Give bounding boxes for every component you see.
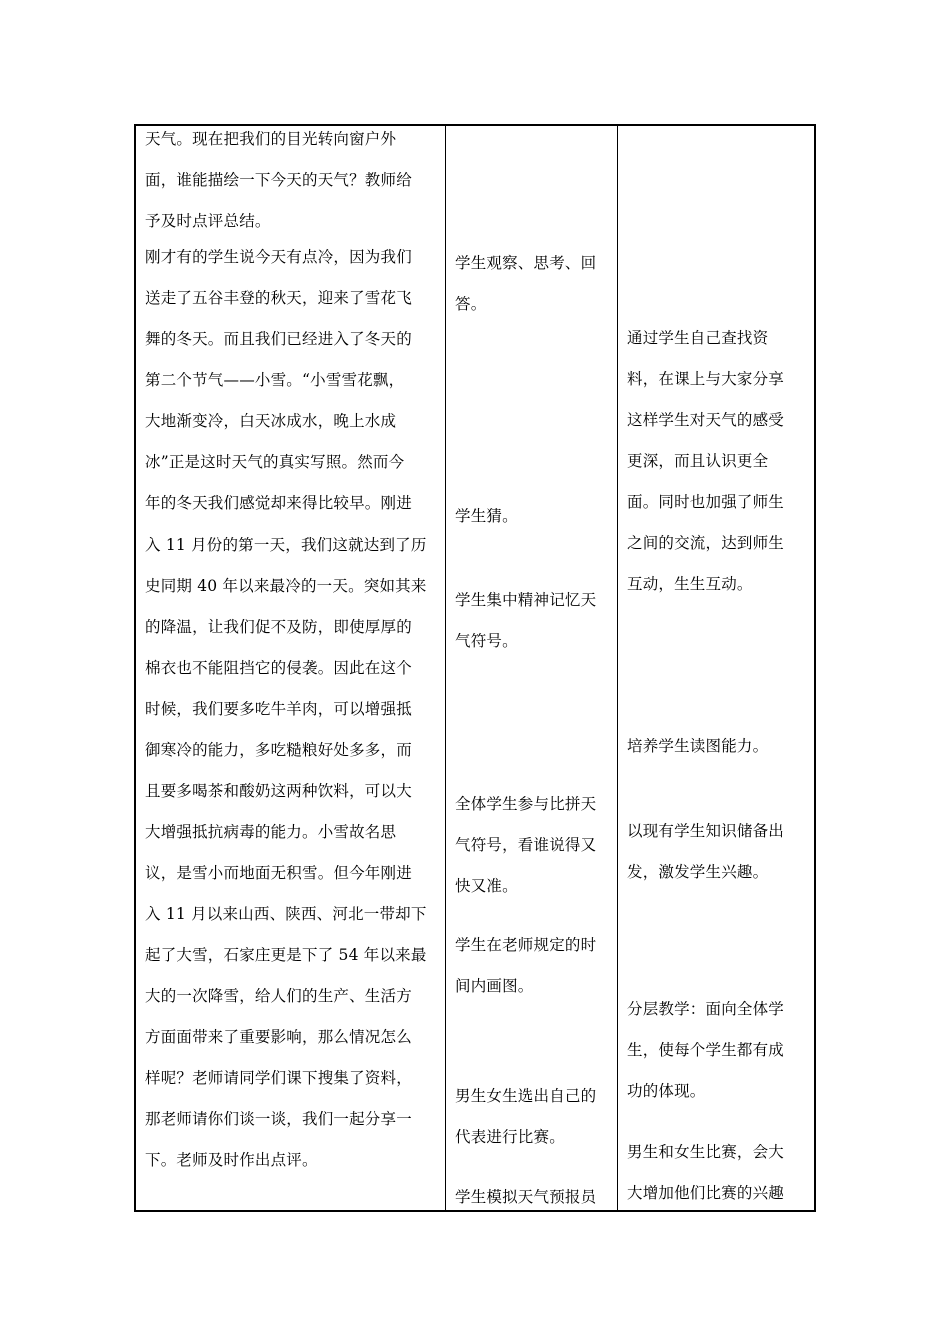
text-line: 间内画图。 xyxy=(455,977,534,995)
text-line: 快又准。 xyxy=(455,877,518,895)
text-line: 发，激发学生兴趣。 xyxy=(627,863,769,881)
column-divider-2 xyxy=(617,126,618,1210)
text-line: 全体学生参与比拼天 xyxy=(455,795,597,813)
text-line: 之间的交流，达到师生 xyxy=(627,534,785,552)
text-line: 天气。现在把我们的目光转向窗户外 xyxy=(145,130,397,148)
text-line: 学生模拟天气预报员 xyxy=(455,1188,597,1206)
text-line: 时候，我们要多吃牛羊肉，可以增强抵 xyxy=(145,700,412,718)
text-line: 年的冬天我们感觉却来得比较早。刚进 xyxy=(145,494,412,512)
text-line: 学生集中精神记忆天 xyxy=(455,591,597,609)
text-line: 大增强抵抗病毒的能力。小雪故名思 xyxy=(145,823,397,841)
text-line: 大增加他们比赛的兴趣 xyxy=(627,1184,785,1202)
text-line: 气符号。 xyxy=(455,632,518,650)
text-line: 予及时点评总结。 xyxy=(145,212,271,230)
text-line: 棉衣也不能阻挡它的侵袭。因此在这个 xyxy=(145,659,412,677)
text-line: 更深，而且认识更全 xyxy=(627,452,769,470)
text-line: 分层教学：面向全体学 xyxy=(627,1000,785,1018)
text-line: 冰”正是这时天气的真实写照。然而今 xyxy=(145,453,405,471)
text-line: 起了大雪，石家庄更是下了 54 年以来最 xyxy=(145,946,427,964)
text-line: 答。 xyxy=(455,295,487,313)
text-line: 第二个节气——小雪。“小雪雪花飘， xyxy=(145,371,405,389)
text-line: 议，是雪小而地面无积雪。但今年刚进 xyxy=(145,864,412,882)
text-line: 御寒冷的能力，多吃糙粮好处多多，而 xyxy=(145,741,412,759)
text-line: 刚才有的学生说今天有点冷，因为我们 xyxy=(145,248,412,266)
text-line: 下。老师及时作出点评。 xyxy=(145,1151,318,1169)
text-line: 料，在课上与大家分享 xyxy=(627,370,785,388)
text-line: 入 11 月份的第一天，我们这就达到了历 xyxy=(145,536,427,554)
text-line: 大的一次降雪，给人们的生产、生活方 xyxy=(145,987,412,1005)
text-line: 培养学生读图能力。 xyxy=(627,737,769,755)
text-line: 男生和女生比赛，会大 xyxy=(627,1143,785,1161)
text-line: 方面面带来了重要影响，那么情况怎么 xyxy=(145,1028,412,1046)
text-line: 的降温，让我们促不及防，即使厚厚的 xyxy=(145,618,412,636)
text-line: 面。同时也加强了师生 xyxy=(627,493,785,511)
text-line: 通过学生自己查找资 xyxy=(627,329,769,347)
text-line: 这样学生对天气的感受 xyxy=(627,411,785,429)
text-line: 学生猜。 xyxy=(455,507,518,525)
text-line: 气符号，看谁说得又 xyxy=(455,836,597,854)
text-line: 舞的冬天。而且我们已经进入了冬天的 xyxy=(145,330,412,348)
text-line: 功的体现。 xyxy=(627,1082,706,1100)
text-line: 以现有学生知识储备出 xyxy=(627,822,785,840)
text-line: 大地渐变冷，白天冰成水，晚上水成 xyxy=(145,412,397,430)
text-line: 学生在老师规定的时 xyxy=(455,936,597,954)
text-line: 面，谁能描绘一下今天的天气？教师给 xyxy=(145,171,412,189)
text-line: 生，使每个学生都有成 xyxy=(627,1041,785,1059)
text-line: 男生女生选出自己的 xyxy=(455,1087,597,1105)
text-line: 史同期 40 年以来最冷的一天。突如其来 xyxy=(145,577,427,595)
column-divider-1 xyxy=(445,126,446,1210)
text-line: 互动，生生互动。 xyxy=(627,575,753,593)
text-line: 学生观察、思考、回 xyxy=(455,254,597,272)
text-line: 代表进行比赛。 xyxy=(455,1128,565,1146)
text-line: 且要多喝茶和酸奶这两种饮料，可以大 xyxy=(145,782,412,800)
text-line: 样呢？老师请同学们课下搜集了资料， xyxy=(145,1069,412,1087)
text-line: 入 11 月以来山西、陕西、河北一带却下 xyxy=(145,905,427,923)
text-line: 那老师请你们谈一谈，我们一起分享一 xyxy=(145,1110,412,1128)
text-line: 送走了五谷丰登的秋天，迎来了雪花飞 xyxy=(145,289,412,307)
